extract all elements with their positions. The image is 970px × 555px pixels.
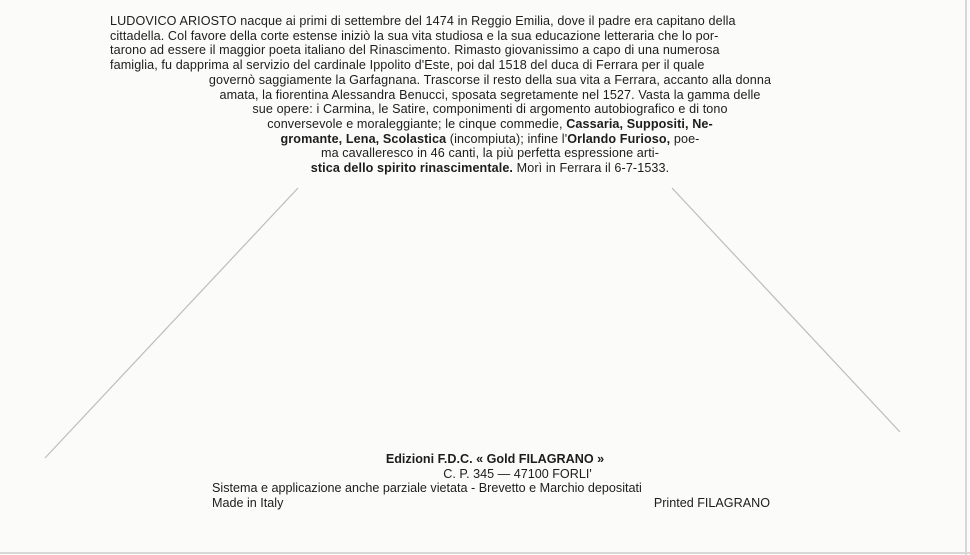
bio-line-8 xyxy=(110,117,870,132)
bio-line-4: famiglia, fu dapprima al servizio del cardinale Ippolito d'Este, poi dal 1518 del duca di Ferrara per il quale xyxy=(110,58,705,73)
bio-line-1-text: nacque ai primi di settembre del 1474 in Reggio Emilia, dove il padre era capitano della xyxy=(240,14,736,28)
biography-text xyxy=(110,14,870,176)
flap-fold-right xyxy=(672,188,900,432)
bio-line-9-end: poe- xyxy=(673,131,700,146)
publisher-footer-row xyxy=(200,496,790,511)
publisher-address xyxy=(200,467,790,482)
made-in-label: Made in Italy xyxy=(212,495,284,510)
bio-line-3: tarono ad essere il maggior poeta italiano del Rinascimento. Rimasto giovanissimo a capo di una numerosa xyxy=(110,43,720,58)
flap-fold-left xyxy=(45,188,298,458)
bio-line-9-text: (incompiuta); infine l' xyxy=(449,131,568,146)
bio-line-1 xyxy=(110,14,870,29)
publisher-address-text: C. P. 345 — 47100 FORLI' xyxy=(443,466,592,481)
bio-line-11-bold: stica dello spirito rinascimentale. xyxy=(310,161,514,176)
printed-by-label: Printed FILAGRANO xyxy=(653,495,770,510)
bio-line-8-titles: Cassaria, Suppositi, Ne- xyxy=(566,116,713,131)
publisher-rights: Sistema e applicazione anche parziale vietata - Brevetto e Marchio depositati xyxy=(212,481,642,496)
bio-line-10: ma cavalleresco in 46 canti, la più perfetta espressione arti- xyxy=(320,146,659,161)
bio-line-2: cittadella. Col favore della corte estense iniziò la sua vita studiosa e la sua educazione letteraria che lo por- xyxy=(110,28,719,43)
bio-line-11 xyxy=(110,161,870,176)
bio-line-8-text: conversevole e moraleggiante; le cinque commedie, xyxy=(267,116,563,131)
bio-name: LUDOVICO ARIOSTO xyxy=(110,14,237,28)
publisher-name: Edizioni F.D.C. « Gold FILAGRANO » xyxy=(385,452,605,466)
bio-line-5: governò saggiamente la Garfagnana. Trascorse il resto della sua vita a Ferrara, accanto alla donna xyxy=(208,72,772,87)
publisher-imprint xyxy=(200,452,790,510)
bio-line-11-text: Morì in Ferrara il 6-7-1533. xyxy=(516,161,670,176)
bio-line-6: amata, la fiorentina Alessandra Benucci, sposata segretamente nel 1527. Vasta la gamma delle xyxy=(219,87,761,102)
bio-line-9-orlando: Orlando Furioso, xyxy=(567,131,671,146)
bio-line-9-titles: gromante, Lena, Scolastica xyxy=(280,131,447,146)
bio-line-7: sue opere: i Carmina, le Satire, componimenti di argomento autobiografico e di tono xyxy=(252,102,728,117)
bio-line-9 xyxy=(110,132,870,147)
